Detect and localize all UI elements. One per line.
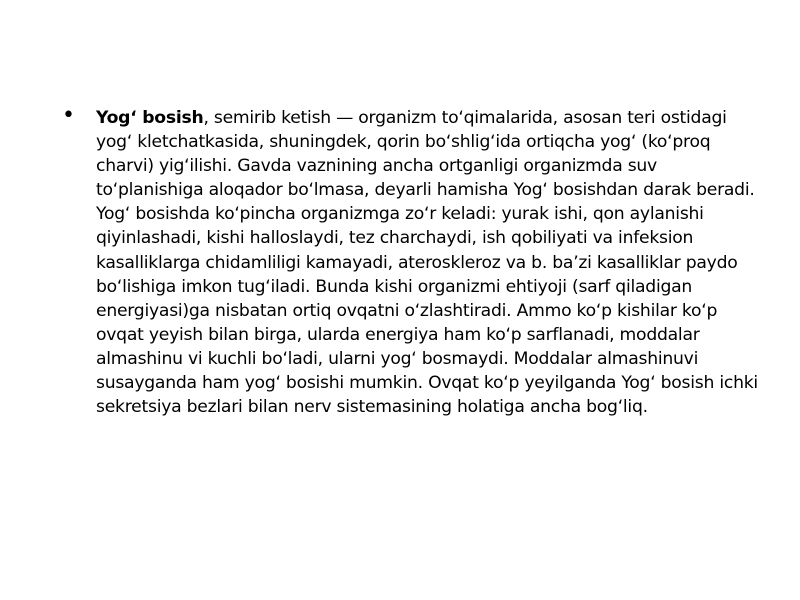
term-bold: Yog‘ bosish [96,108,204,128]
bullet-item [62,103,764,419]
description-text: , semirib ketish — organizm to‘qimalarida, asosan teri ostidagi yog‘ kletchatkasida, shuningdek, qorin bo‘shlig‘ida ortiqcha yog‘ (ko‘proq charvi) yig‘ilishi. Gavda vaznining ancha ortganligi organizmda suv to‘planishiga aloqador bo‘lmasa, deyarli hamisha Yog‘ bosishdan darak beradi. Yog‘ bosishda ko‘pincha organizmga zo‘r keladi: yurak ishi, qon aylanishi qiyinlashadi, kishi halloslaydi, tez charchaydi, ish qobiliyati va infeksion kasalliklarga chidamliligi kamayadi, ateroskleroz va b. ba’zi kasalliklar paydo bo‘lishiga imkon tug‘iladi. Bunda kishi organizmi ehtiyoji (sarf qiladigan energiyasi)ga nisbatan ortiq ovqatni o‘zlashtiradi. Ammo ko‘p kishilar ko‘p ovqat yeyish bilan birga, ularda energiya ham ko‘p sarflanadi, moddalar almashinu vi kuchli bo‘ladi, ularni yog‘ bosmaydi. Moddalar almashinuvi susayganda ham yog‘ bosishi mumkin. Ovqat ko‘p yeyilganda Yog‘ bosish ichki sekretsiya bezlari bilan nerv sistemasining holatiga ancha bog‘liq. [96,108,758,418]
bullet-icon: • [62,103,75,128]
bullet-text [96,106,764,419]
